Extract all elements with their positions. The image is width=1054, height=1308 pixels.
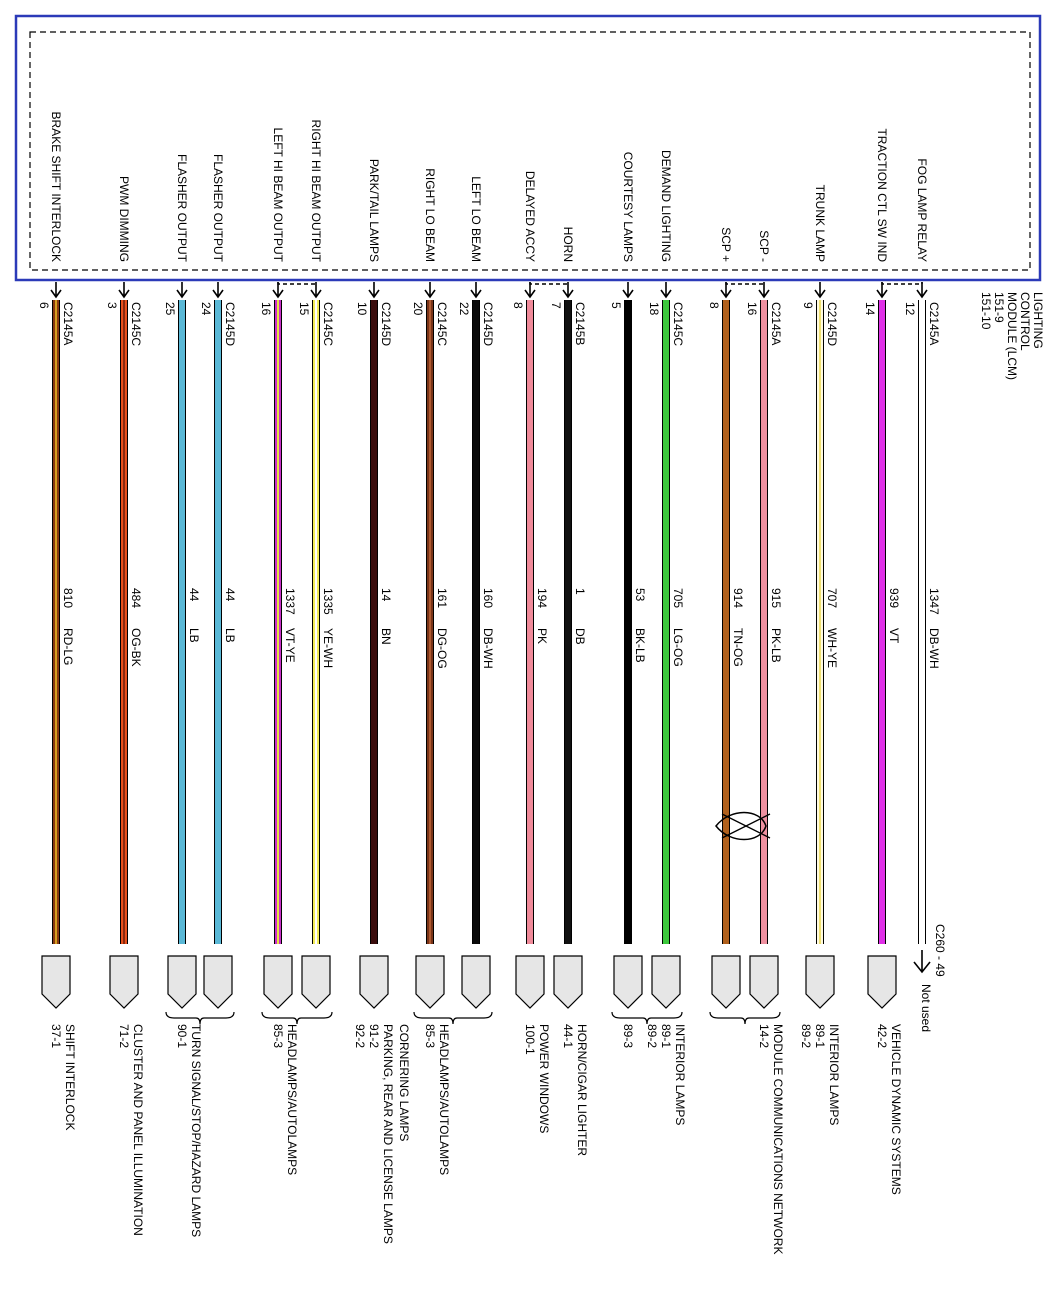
circuit-10 — [511, 171, 551, 1133]
circuit-9 — [457, 176, 495, 1008]
connector-label: C2145D — [223, 302, 237, 347]
pin-number: 22 — [457, 302, 471, 316]
destination-label: VEHICLE DYNAMIC SYSTEMS — [889, 1024, 903, 1195]
wire-color-code: WH-YE — [825, 628, 839, 668]
pin-number: 6 — [37, 302, 51, 309]
circuit-7 — [353, 159, 411, 1244]
wire-color-code: BN — [379, 628, 393, 645]
wire-color-code: DB-WH — [927, 628, 941, 669]
pin-number: 8 — [707, 302, 721, 309]
destination-connector-icon — [42, 956, 70, 1008]
circuit-18 — [903, 158, 941, 944]
brace — [612, 1012, 682, 1024]
module-name-line: LIGHTING — [1031, 292, 1045, 349]
destination-label: SHIFT INTERLOCK — [63, 1024, 77, 1131]
pin-number: 9 — [801, 302, 815, 309]
pin-number: 25 — [163, 302, 177, 316]
pin-number: 12 — [903, 302, 917, 316]
function-label: COURTESY LAMPS — [621, 151, 635, 262]
circuit-number: 44 — [223, 588, 237, 602]
connector-label: C2145D — [825, 302, 839, 347]
destination-connector-icon — [302, 956, 330, 1008]
brace — [166, 1012, 234, 1024]
pin-number: 16 — [745, 302, 759, 316]
destination-ref: 85-3 — [423, 1024, 437, 1049]
wire-color-code: RD-LG — [61, 628, 75, 666]
pin-number: 24 — [199, 302, 213, 316]
connector-label: C2145A — [61, 302, 75, 346]
pin-number: 5 — [609, 302, 623, 309]
module-ref: 151-10 — [979, 292, 993, 330]
circuit-1 — [37, 112, 77, 1131]
pin-number: 16 — [259, 302, 273, 316]
destination-label: INTERIOR LAMPS — [827, 1024, 841, 1126]
pin-arrow-icon — [369, 282, 379, 297]
circuit-number: 44 — [187, 588, 201, 602]
destination-label: POWER WINDOWS — [537, 1024, 551, 1134]
destination-label-secondary: CORNERING LAMPS — [397, 1024, 411, 1142]
circuit-17 — [863, 128, 903, 1194]
function-label: LEFT HI BEAM OUTPUT — [271, 127, 285, 262]
pin-arrow-icon — [177, 282, 187, 297]
circuit-16 — [799, 185, 841, 1126]
destination-connector-icon — [806, 956, 834, 1008]
connector-label: C2145C — [671, 302, 685, 347]
circuit-13 — [645, 150, 687, 1125]
destination-connector-icon — [168, 956, 196, 1008]
circuit-number: 484 — [129, 588, 143, 609]
connector-label: C2145B — [573, 302, 587, 346]
destination-ref: 92-2 — [353, 1024, 367, 1049]
circuit-2 — [105, 176, 145, 1236]
wire-color-code: DG-OG — [435, 628, 449, 669]
function-label: RIGHT LO BEAM — [423, 168, 437, 262]
pin-number: 15 — [297, 302, 311, 316]
circuit-number: 1335 — [321, 588, 335, 615]
pin-number: 10 — [355, 302, 369, 316]
destination-ref: 44-1 — [561, 1024, 575, 1049]
destination-ref: 91-2 — [367, 1024, 381, 1049]
function-label: LEFT LO BEAM — [469, 176, 483, 262]
brace — [414, 1012, 492, 1024]
destination-braces — [166, 1012, 780, 1024]
destination-ref: 14-2 — [757, 1024, 771, 1049]
connector-label: C2145C — [321, 302, 335, 347]
destination-connector-icon — [750, 956, 778, 1008]
circuit-number: 707 — [825, 588, 839, 609]
destination-ref: 89-2 — [799, 1024, 813, 1049]
destination-ref: 89-1 — [813, 1024, 827, 1049]
function-label: FOG LAMP RELAY — [915, 158, 929, 262]
destination-connector-icon — [264, 956, 292, 1008]
circuit-number: 161 — [435, 588, 449, 609]
brace — [710, 1012, 780, 1024]
wire-color-code: VT-YE — [283, 628, 297, 663]
circuit-11 — [549, 227, 589, 1157]
connector-label: C2145A — [927, 302, 941, 346]
wire-color-code: DB-WH — [481, 628, 495, 669]
destination-ref: 100-1 — [523, 1024, 537, 1055]
destination-ref: 85-3 — [271, 1024, 285, 1049]
destination-connector-icon — [110, 956, 138, 1008]
destination-ref: 71-2 — [117, 1024, 131, 1049]
circuit-6 — [297, 120, 335, 1008]
destination-ref: 90-1 — [175, 1024, 189, 1049]
destination-label: CLUSTER AND PANEL ILLUMINATION — [131, 1024, 145, 1236]
destination-connector-icon — [652, 956, 680, 1008]
destination-ref: 37-1 — [49, 1024, 63, 1049]
brace — [262, 1012, 332, 1024]
pin-number: 3 — [105, 302, 119, 309]
circuit-number: 160 — [481, 588, 495, 609]
module-label — [979, 292, 1045, 380]
pin-arrow-icon — [623, 282, 633, 297]
jumper-link — [726, 282, 764, 284]
pin-arrow-icon — [661, 282, 671, 297]
pin-arrow-icon — [213, 282, 223, 297]
not-used-connector: C260 - 49 — [933, 924, 947, 977]
module-name-line: CONTROL — [1018, 292, 1032, 351]
destination-ref: 89-1 — [659, 1024, 673, 1049]
circuit-number: 915 — [769, 588, 783, 609]
destination-connector-icon — [462, 956, 490, 1008]
wire-color-code: LB — [223, 628, 237, 643]
connector-label: C2145D — [379, 302, 393, 347]
destination-connector-icon — [204, 956, 232, 1008]
circuit-number: 1337 — [283, 588, 297, 615]
destination-connector-icon — [712, 956, 740, 1008]
function-label: HORN — [561, 226, 575, 262]
circuit-number: 53 — [633, 588, 647, 602]
connector-label: C2145A — [769, 302, 783, 346]
jumper-link — [530, 282, 568, 284]
circuit-14 — [707, 227, 745, 1008]
jumper-link — [882, 282, 922, 284]
pin-arrow-icon — [119, 282, 129, 297]
wire-color-code: LG-OG — [671, 628, 685, 667]
pin-number: 7 — [549, 302, 563, 309]
circuit-12 — [609, 152, 647, 1049]
function-label: SCP + — [719, 227, 733, 262]
wire-color-code: LB — [187, 628, 201, 643]
pin-arrow-icon — [51, 282, 61, 297]
pin-number: 14 — [863, 302, 877, 316]
destination-connector-icon — [516, 956, 544, 1008]
circuit-number: 14 — [379, 588, 393, 602]
wire-color-code: YE-WH — [321, 628, 335, 668]
module-ref: 151-9 — [992, 292, 1006, 323]
destination-label: HEADLAMPS/AUTOLAMPS — [285, 1024, 299, 1176]
destination-connector-icon — [614, 956, 642, 1008]
destination-label: HORN/CIGAR LIGHTER — [575, 1024, 589, 1157]
circuit-number: 939 — [887, 588, 901, 609]
destination-label: MODULE COMMUNICATIONS NETWORK — [771, 1024, 785, 1255]
circuit-4 — [199, 154, 237, 1008]
not-used-arrow-icon — [914, 950, 930, 972]
destination-label: INTERIOR LAMPS — [673, 1024, 687, 1126]
circuit-number: 810 — [61, 588, 75, 609]
wire-color-code: DB — [573, 628, 587, 645]
circuit-15 — [745, 230, 785, 1254]
circuit-8 — [411, 168, 451, 1175]
pin-arrow-icon — [815, 282, 825, 297]
function-label: TRACTION CTL SW IND — [875, 128, 889, 262]
wire-color-code: PK — [535, 628, 549, 645]
wire-color-code: VT — [887, 628, 901, 644]
destination-connector-icon — [416, 956, 444, 1008]
function-label: PWM DIMMING — [117, 176, 131, 262]
destination-connector-icon — [360, 956, 388, 1008]
destination-label: HEADLAMPS/AUTOLAMPS — [437, 1024, 451, 1176]
destination-connector-icon — [868, 956, 896, 1008]
circuit-number: 705 — [671, 588, 685, 609]
jumper-link — [278, 282, 316, 284]
destination-ref: 42-2 — [875, 1024, 889, 1049]
destination-ref: 89-2 — [645, 1024, 659, 1049]
function-label: FLASHER OUTPUT — [211, 153, 225, 262]
destination-label: TURN SIGNAL/STOP/HAZARD LAMPS — [189, 1024, 203, 1238]
destination-ref: 89-3 — [621, 1024, 635, 1049]
function-label: BRAKE SHIFT INTERLOCK — [49, 111, 63, 262]
pin-number: 8 — [511, 302, 525, 309]
module-name-line: MODULE (LCM) — [1005, 292, 1019, 381]
wire-color-code: OG-BK — [129, 628, 143, 667]
circuit-group — [37, 112, 941, 1255]
pin-arrow-icon — [471, 282, 481, 297]
pin-number: 18 — [647, 302, 661, 316]
not-used-label: Not used — [919, 984, 933, 1033]
connector-label: C2145C — [129, 302, 143, 347]
circuit-3 — [163, 154, 203, 1237]
connector-label: C2145C — [435, 302, 449, 347]
function-label: SCP - — [757, 230, 771, 262]
function-label: FLASHER OUTPUT — [175, 153, 189, 262]
function-label: DEMAND LIGHTING — [659, 149, 673, 262]
pin-number: 20 — [411, 302, 425, 316]
circuit-number: 1347 — [927, 588, 941, 615]
function-label: DELAYED ACCY — [523, 170, 537, 262]
function-label: RIGHT HI BEAM OUTPUT — [309, 119, 323, 262]
function-label: PARK/TAIL LAMPS — [367, 158, 381, 262]
wire-color-code: PK-LB — [769, 628, 783, 663]
function-label: TRUNK LAMP — [813, 184, 827, 262]
circuit-number: 194 — [535, 588, 549, 609]
destination-label: PARKING, REAR AND LICENSE LAMPS — [381, 1024, 395, 1244]
circuit-number: 1 — [573, 588, 587, 595]
connector-label: C2145D — [481, 302, 495, 347]
circuit-number: 914 — [731, 588, 745, 609]
wire-color-code: BK-LB — [633, 628, 647, 663]
wire-color-code: TN-OG — [731, 628, 745, 667]
pin-arrow-icon — [425, 282, 435, 297]
destination-connector-icon — [554, 956, 582, 1008]
